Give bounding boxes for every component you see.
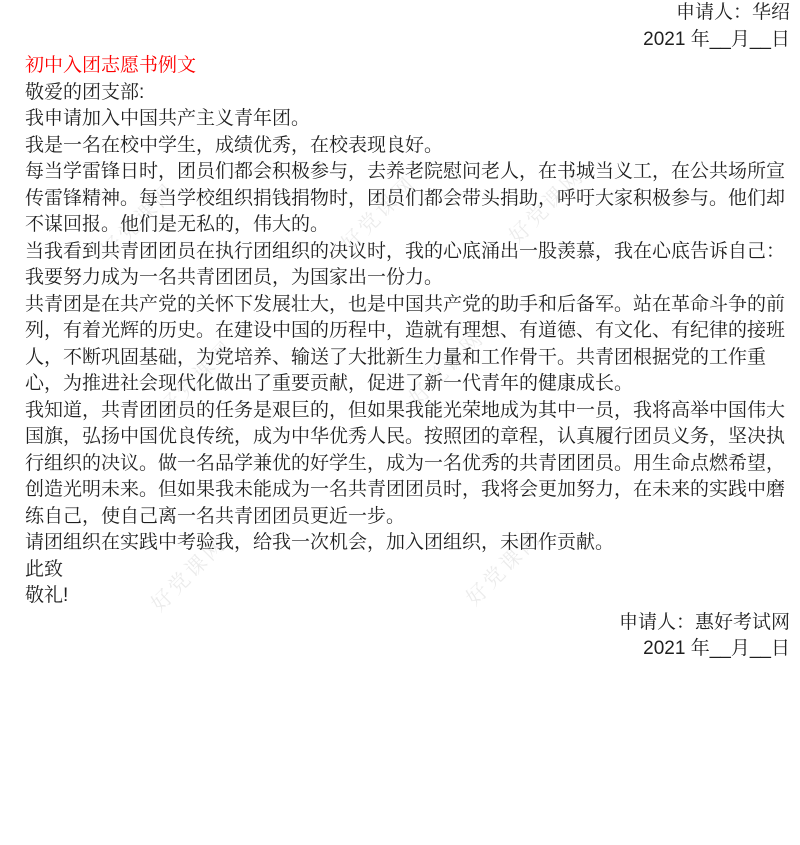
site-watermark: 好党课网 bbox=[404, 325, 490, 411]
closing-jingli: 敬礼! bbox=[25, 585, 69, 606]
site-watermark: 好党课网 bbox=[154, 335, 240, 421]
page-title: 初中入团志愿书例文 bbox=[25, 55, 197, 76]
paragraph: 请团组织在实践中考验我，给我一次机会，加入团组织，未团作贡献。 bbox=[25, 532, 615, 553]
paragraph: 当我看到共青团团员在执行团组织的决议时，我的心底涌出一股羡慕，我在心底告诉自己：我要努力成为一名共青团团员，为国家出一份力。 bbox=[25, 240, 786, 288]
site-watermark: 好党课网 bbox=[504, 163, 590, 249]
previous-article-date: 2021 年__月__日 bbox=[643, 28, 790, 50]
site-watermark: 好党课网 bbox=[336, 171, 422, 257]
paragraph: 我是一名在校中学生，成绩优秀，在校表现良好。 bbox=[25, 134, 444, 156]
paragraph: 每当学雷锋日时，团员们都会积极参与，去养老院慰问老人，在书城当义工，在公共场所宣传雷锋精神。每当学校组织捐钱捐物时，团员们都会带头捐助，呼吁大家积极参与。他们却不谋回报。他们是无私的，伟大的。 bbox=[25, 161, 786, 235]
site-watermark: 好党课网 bbox=[146, 531, 232, 617]
salutation: 敬爱的团支部: bbox=[25, 81, 145, 103]
paragraph: 共青团是在共产党的关怀下发展壮大，也是中国共产党的助手和后备军。站在革命斗争的前列，有着光辉的历史。在建设中国的历程中，造就有理想、有道德、有文化、有纪律的接班人，不断巩固基础，为党培养、输送了大批新生力量和工作骨干。共青团根据党的工作重心，为推进社会现代化做出了重要贡献，促进了新一代青年的健康成长。 bbox=[25, 293, 786, 394]
paragraph: 我知道，共青团团员的任务是艰巨的，但如果我能光荣地成为其中一员，我将高举中国伟大国旗，弘扬中国优良传统，成为中华优秀人民。按照团的章程，认真履行团员义务，坚决执行组织的决议。做一名品学兼优的好学生，成为一名优秀的共青团团员。用生命点燃希望，创造光明未来。但如果我未能成为一名共青团团员时，我将会更加努力，在未来的实践中磨练自己，使自己离一名共青团团员更近一步。 bbox=[25, 399, 786, 527]
site-watermark: 好党课网 bbox=[461, 525, 547, 611]
closing-cizhi: 此致 bbox=[25, 558, 64, 580]
site-watermark: 好党课网 bbox=[96, 178, 182, 264]
applicant-signature: 申请人：惠好考试网 bbox=[618, 611, 790, 633]
previous-article-signature: 申请人：华绍 bbox=[675, 2, 790, 23]
paragraph: 我申请加入中国共产主义青年团。 bbox=[25, 108, 311, 129]
date-line: 2021 年__月__日 bbox=[643, 638, 790, 659]
